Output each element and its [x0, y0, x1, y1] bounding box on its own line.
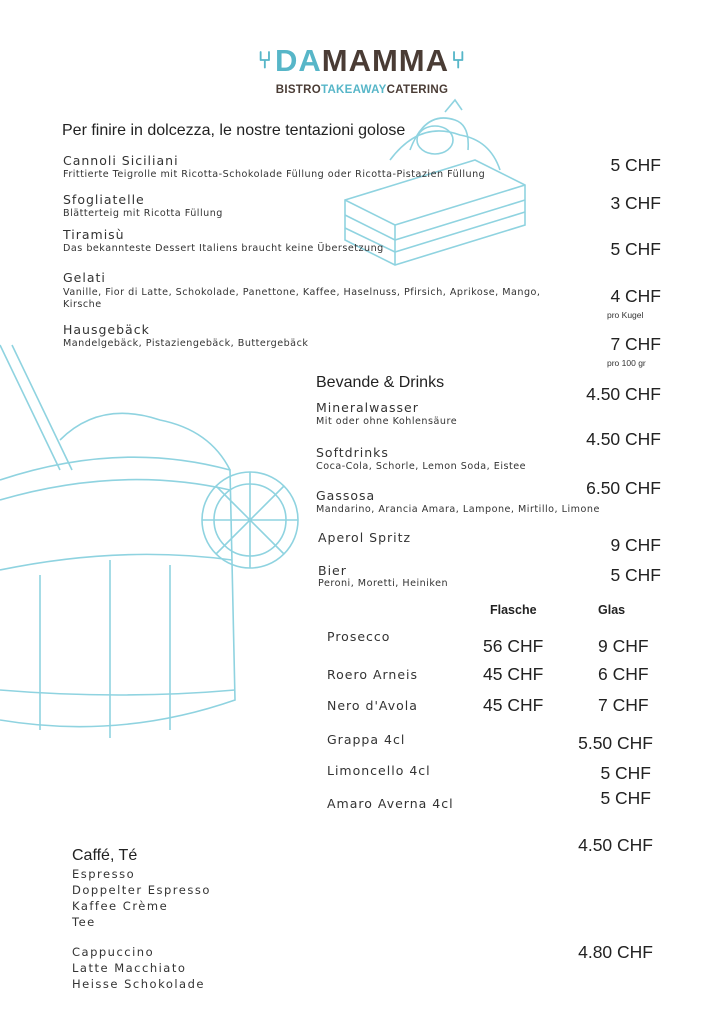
- spoon-icon: ⑂: [451, 47, 467, 74]
- coffee-list: [72, 944, 205, 992]
- drink-name: Mineralwasser: [316, 400, 419, 415]
- wine-name: Roero Arneis: [327, 667, 419, 682]
- dessert-price: 4 CHF: [610, 286, 661, 306]
- wine-bottle-price: 45 CHF: [483, 695, 544, 715]
- drink-desc: Mit oder ohne Kohlensäure: [316, 416, 458, 427]
- logo: [0, 44, 724, 78]
- drink-name: Aperol Spritz: [318, 530, 412, 545]
- dessert-desc: Frittierte Teigrolle mit Ricotta-Schokolade Füllung oder Ricotta-Pistazien Füllung: [63, 169, 486, 180]
- drink-desc: Peroni, Moretti, Heiniken: [318, 578, 449, 589]
- coffee-price: 4.50 CHF: [578, 835, 653, 855]
- dessert-price: 7 CHF: [610, 334, 661, 354]
- wine-name: Prosecco: [327, 629, 391, 644]
- drink-name: Softdrinks: [316, 445, 389, 460]
- coffee-list: [72, 866, 211, 930]
- dessert-name: Sfogliatelle: [63, 192, 145, 207]
- drinks-title: Bevande & Drinks: [316, 374, 445, 391]
- coffee-title: Caffé, Té: [72, 847, 138, 864]
- drink-name: Gassosa: [316, 488, 376, 503]
- dessert-name: Cannoli Siciliani: [63, 153, 179, 168]
- drink-glass-illustration: [0, 345, 298, 738]
- list-item: Doppelter Espresso: [72, 883, 211, 897]
- dessert-name: Gelati: [63, 270, 106, 285]
- logo-mamma: MAMMA: [321, 43, 450, 78]
- wine-name: Nero d'Avola: [327, 698, 418, 713]
- dessert-desc: Mandelgebäck, Pistaziengebäck, Buttergebäck: [63, 338, 309, 349]
- wine-glass-price: 9 CHF: [598, 636, 649, 656]
- dessert-desc: Blätterteig mit Ricotta Füllung: [63, 208, 223, 219]
- logo-tagline: BISTROTAKEAWAYCATERING: [275, 84, 449, 96]
- drink-price: 9 CHF: [610, 535, 661, 555]
- spirit-name: Amaro Averna 4cl: [327, 796, 454, 811]
- dessert-desc: Das bekannteste Dessert Italiens braucht keine Übersetzung: [63, 243, 384, 254]
- spirit-price: 5 CHF: [600, 788, 651, 808]
- spirit-price: 5.50 CHF: [578, 733, 653, 753]
- dessert-price: 5 CHF: [610, 239, 661, 259]
- drink-name: Bier: [318, 563, 347, 578]
- dessert-name: Tiramisù: [63, 227, 125, 242]
- dessert-name: Hausgebäck: [63, 322, 150, 337]
- spirit-name: Grappa 4cl: [327, 732, 406, 747]
- column-header-bottle: Flasche: [490, 603, 537, 617]
- coffee-price: 4.80 CHF: [578, 942, 653, 962]
- desserts-title: Per finire in dolcezza, le nostre tentazioni golose: [62, 122, 406, 139]
- wine-bottle-price: 56 CHF: [483, 636, 544, 656]
- fork-icon: ⑂: [257, 47, 273, 74]
- drink-price: 4.50 CHF: [586, 429, 661, 449]
- list-item: Espresso: [72, 867, 136, 881]
- list-item: Tee: [72, 915, 96, 929]
- list-item: Latte Macchiato: [72, 961, 187, 975]
- wine-glass-price: 7 CHF: [598, 695, 649, 715]
- drink-desc: Mandarino, Arancia Amara, Lampone, Mirtillo, Limone: [316, 504, 600, 515]
- price-note: pro 100 gr: [607, 358, 646, 368]
- dessert-price: 3 CHF: [610, 193, 661, 213]
- spirit-price: 5 CHF: [600, 763, 651, 783]
- list-item: Heisse Schokolade: [72, 977, 205, 991]
- logo-da: DA: [274, 43, 322, 78]
- list-item: Kaffee Crème: [72, 899, 169, 913]
- drink-price: 5 CHF: [610, 565, 661, 585]
- column-header-glass: Glas: [598, 603, 626, 617]
- wine-bottle-price: 45 CHF: [483, 664, 544, 684]
- wine-glass-price: 6 CHF: [598, 664, 649, 684]
- price-note: pro Kugel: [607, 310, 644, 320]
- drink-desc: Coca-Cola, Schorle, Lemon Soda, Eistee: [316, 461, 527, 472]
- spirit-name: Limoncello 4cl: [327, 763, 431, 778]
- dessert-desc: Vanille, Fior di Latte, Schokolade, Panettone, Kaffee, Haselnuss, Pfirsich, Aprikose, Mango, Kirsche: [63, 287, 541, 310]
- drink-price: 6.50 CHF: [586, 478, 661, 498]
- dessert-price: 5 CHF: [610, 155, 661, 175]
- list-item: Cappuccino: [72, 945, 155, 959]
- drink-price: 4.50 CHF: [586, 384, 661, 404]
